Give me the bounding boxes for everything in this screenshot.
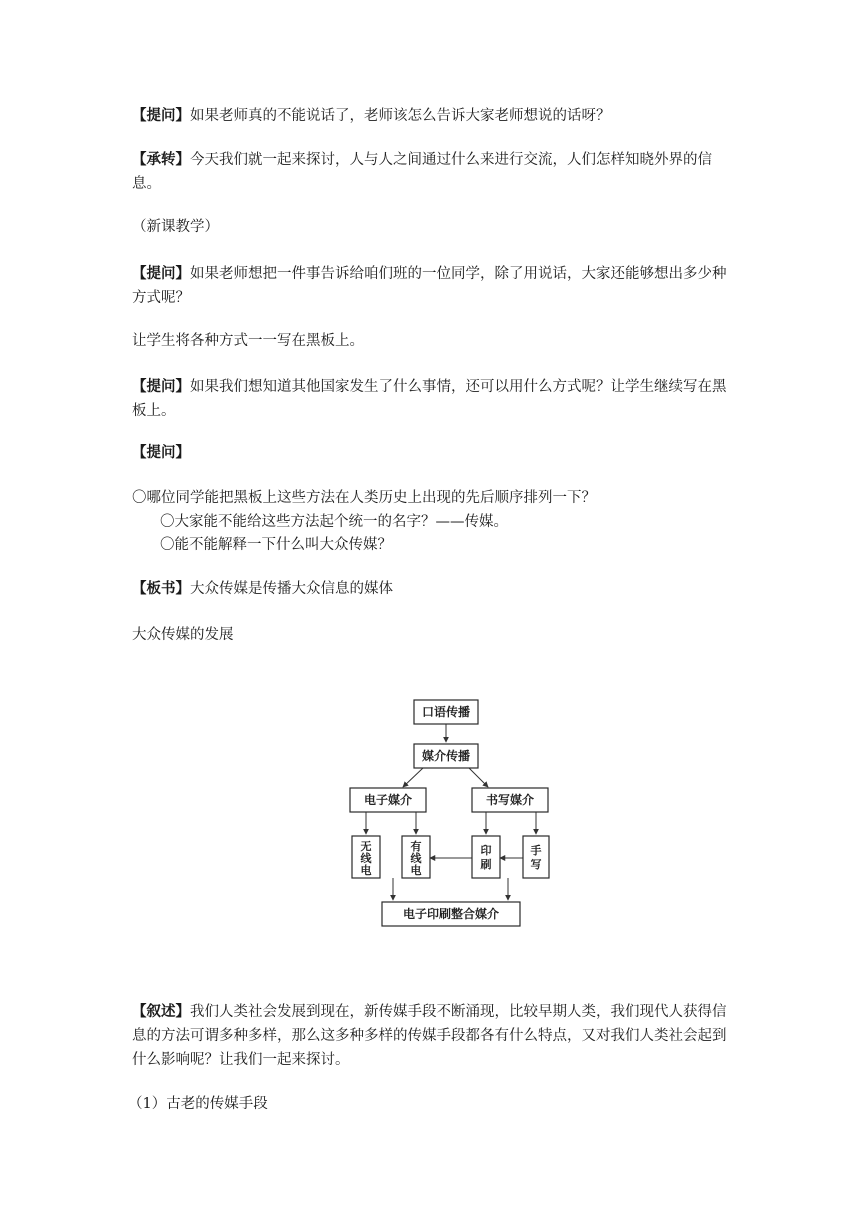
paragraph-text: 大众传媒是传播大众信息的媒体 [190, 581, 393, 597]
paragraph-board-note [132, 577, 732, 601]
label-radio-ch2: 线 [360, 852, 372, 865]
paragraph-subheading-ancient: （1）古老的传媒手段 [128, 1096, 268, 1112]
paragraph-question-2 [132, 262, 732, 310]
paragraph-text: 如果老师真的不能说话了，老师该怎么告诉大家老师想说的话呀？ [190, 108, 611, 124]
paragraph-text: 如果我们想知道其他国家发生了什么事情，还可以用什么方式呢？让学生继续写在黑板上。 [132, 379, 727, 419]
tag: 【承转】 [132, 151, 190, 168]
label-integrated: 电子印刷整合媒介 [402, 907, 500, 921]
label-oral: 口语传播 [421, 705, 471, 719]
tag: 【提问】 [132, 107, 190, 124]
bullet-question-2: 〇大家能不能给这些方法起个统一的名字？——传媒。 [160, 514, 508, 530]
paragraph-text: 我们人类社会发展到现在，新传媒手段不断涌现，比较早期人类，我们现代人获得信息的方法可谓多种多样，那么这多种多样的传媒手段都各有什么特点，又对我们人类社会起到什么影响呢？让我们一起来探讨。 [132, 1004, 727, 1068]
label-wired [411, 839, 423, 877]
label-writing: 书写媒介 [485, 793, 535, 807]
paragraph-question-4 [132, 441, 732, 465]
box-hand [523, 836, 549, 878]
paragraph-instruction: 让学生将各种方式一一写在黑板上。 [132, 333, 364, 349]
label-hand-ch1: 手 [530, 844, 542, 857]
label-print-ch2: 刷 [480, 858, 492, 871]
label-hand-ch2: 写 [530, 858, 542, 871]
label-radio-ch3: 电 [360, 864, 372, 877]
section-label-new-lesson: （新课教学） [132, 219, 219, 235]
paragraph-narration [132, 1000, 732, 1072]
paragraph-heading-development: 大众传媒的发展 [132, 627, 234, 643]
bullet-question-3: 〇能不能解释一下什么叫大众传媒？ [160, 537, 392, 553]
label-print-ch1: 印 [480, 844, 492, 857]
paragraph-transition [132, 148, 732, 196]
paragraph-question-3 [132, 375, 732, 423]
tag: 【提问】 [132, 378, 190, 395]
tag: 【板书】 [132, 580, 190, 597]
label-wired-ch3: 电 [410, 864, 422, 877]
tag: 【提问】 [132, 444, 190, 461]
label-wired-ch1: 有 [410, 840, 422, 853]
paragraph-text: 如果老师想把一件事告诉给咱们班的一位同学，除了用说话，大家还能够想出多少种方式呢？ [132, 266, 727, 306]
paragraph-text: 今天我们就一起来探讨，人与人之间通过什么来进行交流，人们怎样知晓外界的信息。 [132, 152, 712, 192]
tag: 【叙述】 [132, 1003, 190, 1020]
label-wired-ch2: 线 [410, 852, 422, 865]
box-print [472, 836, 500, 878]
label-radio [361, 839, 373, 877]
media-development-diagram [338, 692, 554, 928]
label-media: 媒介传播 [421, 749, 471, 763]
label-radio-ch1: 无 [360, 840, 372, 853]
label-electronic: 电子媒介 [363, 793, 413, 807]
bullet-question-1: 〇哪位同学能把黑板上这些方法在人类历史上出现的先后顺序排列一下？ [132, 490, 596, 506]
tag: 【提问】 [132, 265, 190, 282]
arrow-media-to-writing [469, 768, 488, 787]
paragraph-question-1 [132, 104, 732, 128]
arrow-media-to-electronic [403, 768, 423, 787]
